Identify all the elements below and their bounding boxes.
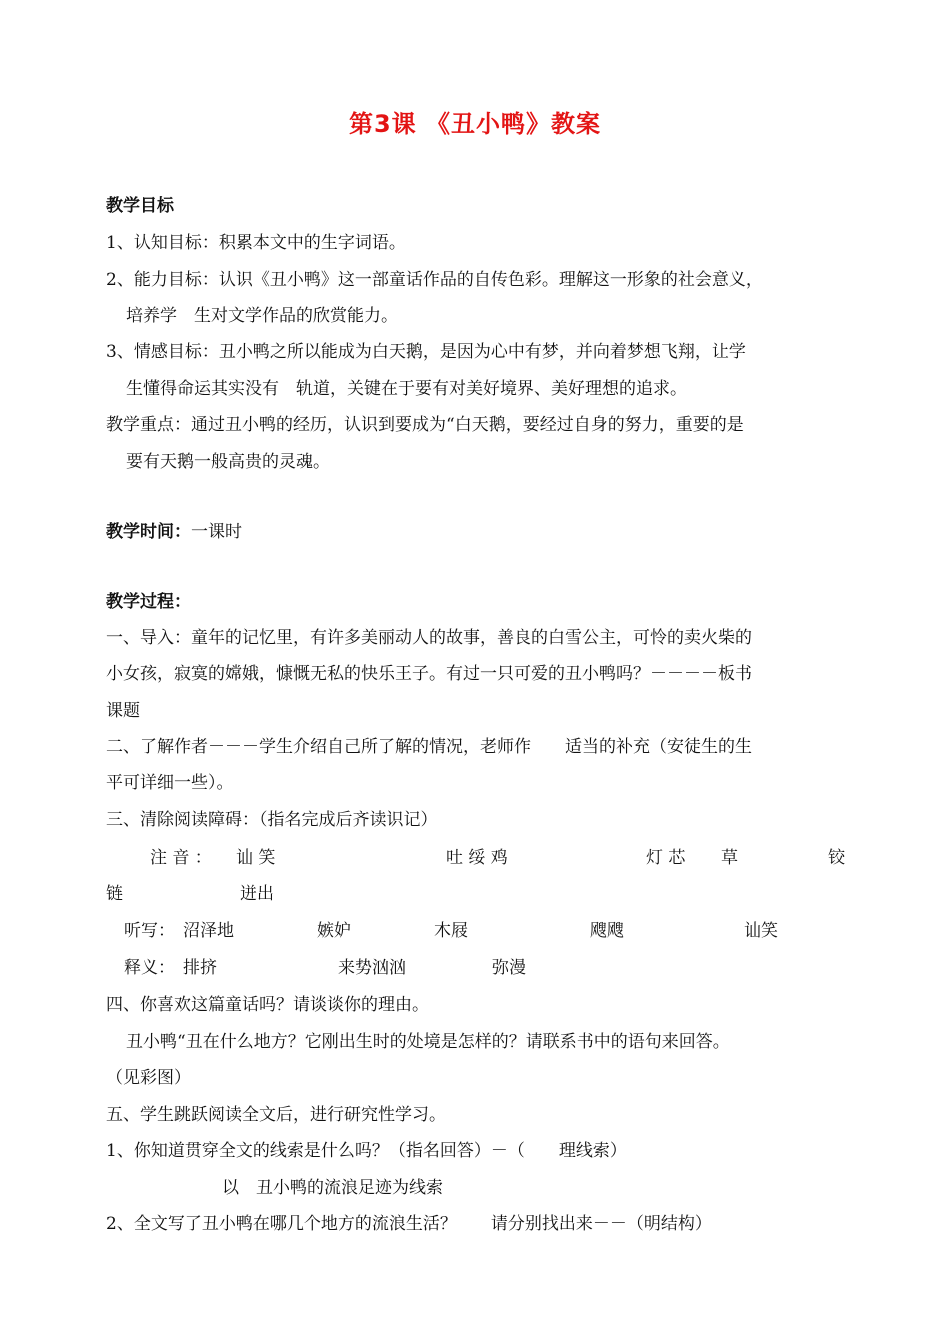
teaching-time-label: 教学时间： xyxy=(106,522,191,542)
objectives-heading: 教学目标 xyxy=(106,196,174,216)
teaching-focus: 教学重点：通过丑小鸭的经历，认识到要成为“白天鹅，要经过自身的努力，重要的是 xyxy=(106,415,744,435)
process-opinion: 四、你喜欢这篇童话吗？请谈谈你的理由。 xyxy=(106,995,429,1015)
question-1-answer: 以 丑小鸭的流浪足迹为线索 xyxy=(222,1178,443,1198)
process-opinion-question: 丑小鸭“丑在什么地方？它刚出生时的处境是怎样的？请联系书中的语句来回答。 xyxy=(126,1032,730,1052)
shiyi-word: 弥漫 xyxy=(492,958,526,978)
tingxie-word: 木屐 xyxy=(434,921,468,941)
question-2: 2、全文写了丑小鸭在哪几个地方的流浪生活？ 请分别找出来－－（明结构） xyxy=(106,1214,712,1234)
shiyi-label: 释义： xyxy=(124,958,175,978)
zhuyin-word: 吐 绥 鸡 xyxy=(446,848,508,868)
zhuyin-word: 链 xyxy=(106,884,123,904)
page-title: 第3课 《丑小鸭》教案 xyxy=(348,110,602,138)
process-author: 二、了解作者－－－学生介绍自己所了解的情况，老师作 适当的补充（安徒生的生 xyxy=(106,737,752,757)
zhuyin-word: 灯 芯 xyxy=(646,848,686,868)
objective-emotion: 3、情感目标：丑小鸭之所以能成为白天鹅，是因为心中有梦，并向着梦想飞翔，让学 xyxy=(106,342,746,362)
tingxie-label: 听写： xyxy=(124,921,175,941)
teaching-time-value: 一课时 xyxy=(191,522,242,542)
objective-ability: 2、能力目标：认识《丑小鸭》这一部童话作品的自传色彩。理解这一形象的社会意义， xyxy=(106,270,763,290)
process-research: 五、学生跳跃阅读全文后，进行研究性学习。 xyxy=(106,1105,446,1125)
zhuyin-word: 铰 xyxy=(828,848,845,868)
process-intro-cont2: 课题 xyxy=(106,701,140,721)
teaching-time xyxy=(106,520,242,544)
zhuyin-label: 注 音 ： xyxy=(150,848,212,868)
process-intro-cont: 小女孩，寂寞的嫦娥，慷慨无私的快乐王子。有过一只可爱的丑小鸭吗？－－－－板书 xyxy=(106,664,752,684)
process-heading: 教学过程： xyxy=(106,592,191,612)
objective-ability-cont: 培养学 生对文学作品的欣赏能力。 xyxy=(126,306,398,326)
process-intro: 一、导入：童年的记忆里，有许多美丽动人的故事，善良的白雪公主，可怜的卖火柴的 xyxy=(106,628,752,648)
question-1: 1、你知道贯穿全文的线索是什么吗？（指名回答）－（ 理线索） xyxy=(106,1141,627,1161)
objective-cognitive: 1、认知目标：积累本文中的生字词语。 xyxy=(106,233,406,253)
zhuyin-word: 讪 笑 xyxy=(236,848,276,868)
zhuyin-word: 草 xyxy=(721,848,738,868)
teaching-focus-cont: 要有天鹅一般高贵的灵魂。 xyxy=(126,452,330,472)
objective-emotion-cont: 生懂得命运其实没有 轨道，关键在于要有对美好境界、美好理想的追求。 xyxy=(126,379,687,399)
process-opinion-note: （见彩图） xyxy=(106,1068,191,1088)
process-author-cont: 平可详细一些）。 xyxy=(106,773,234,793)
shiyi-word: 来势汹汹 xyxy=(338,958,406,978)
tingxie-word: 嫉妒 xyxy=(317,921,351,941)
tingxie-word: 讪笑 xyxy=(744,921,778,941)
tingxie-word: 沼泽地 xyxy=(183,921,234,941)
process-reading: 三、清除阅读障碍：（指名完成后齐读识记） xyxy=(106,810,438,830)
tingxie-word: 飕飕 xyxy=(590,921,624,941)
zhuyin-word: 迸出 xyxy=(240,884,274,904)
shiyi-word: 排挤 xyxy=(183,958,217,978)
